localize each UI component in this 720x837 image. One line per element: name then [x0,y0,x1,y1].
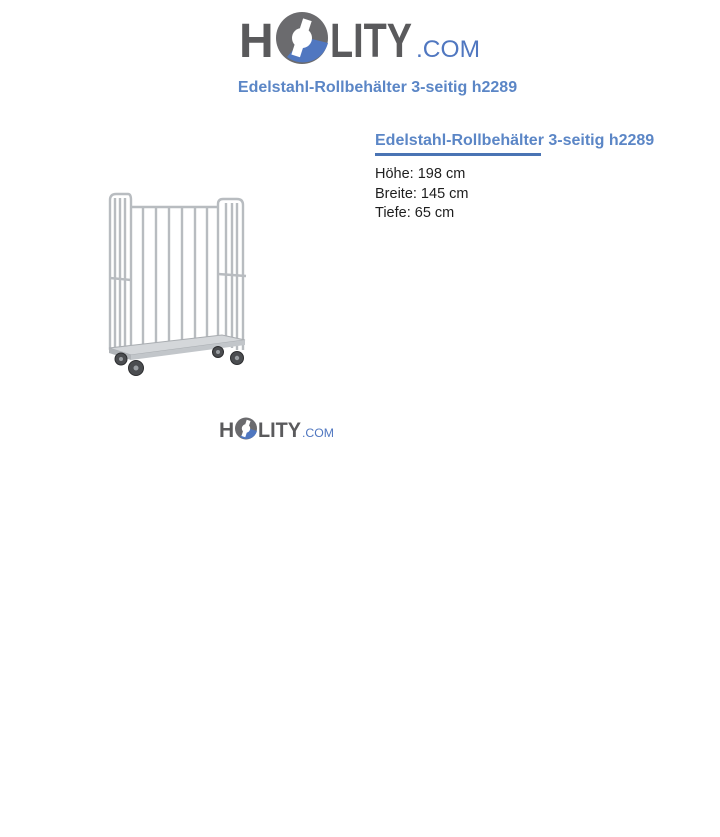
holity-logo-small [219,416,335,442]
svg-text:LITY: LITY [330,15,412,67]
svg-text:.COM: .COM [302,426,334,440]
product-title: Edelstahl-Rollbehälter 3-seitig h2289 [375,132,655,149]
product-specs [375,165,705,224]
stainless-steel-roll-container-image [100,190,252,380]
spec-width: Breite: 145 cm [375,185,469,202]
spec-height: Höhe: 198 cm [375,166,466,182]
svg-text:H: H [239,15,274,67]
svg-text:.COM: .COM [416,36,480,63]
holity-logo [239,11,481,67]
title-underline [375,153,541,156]
spec-depth: Tiefe: 65 cm [375,205,455,221]
svg-text:LITY: LITY [258,419,301,442]
page-title: Edelstahl-Rollbehälter 3-seitig h2289 [237,79,518,96]
product-info [375,131,705,224]
svg-text:H: H [219,419,235,442]
